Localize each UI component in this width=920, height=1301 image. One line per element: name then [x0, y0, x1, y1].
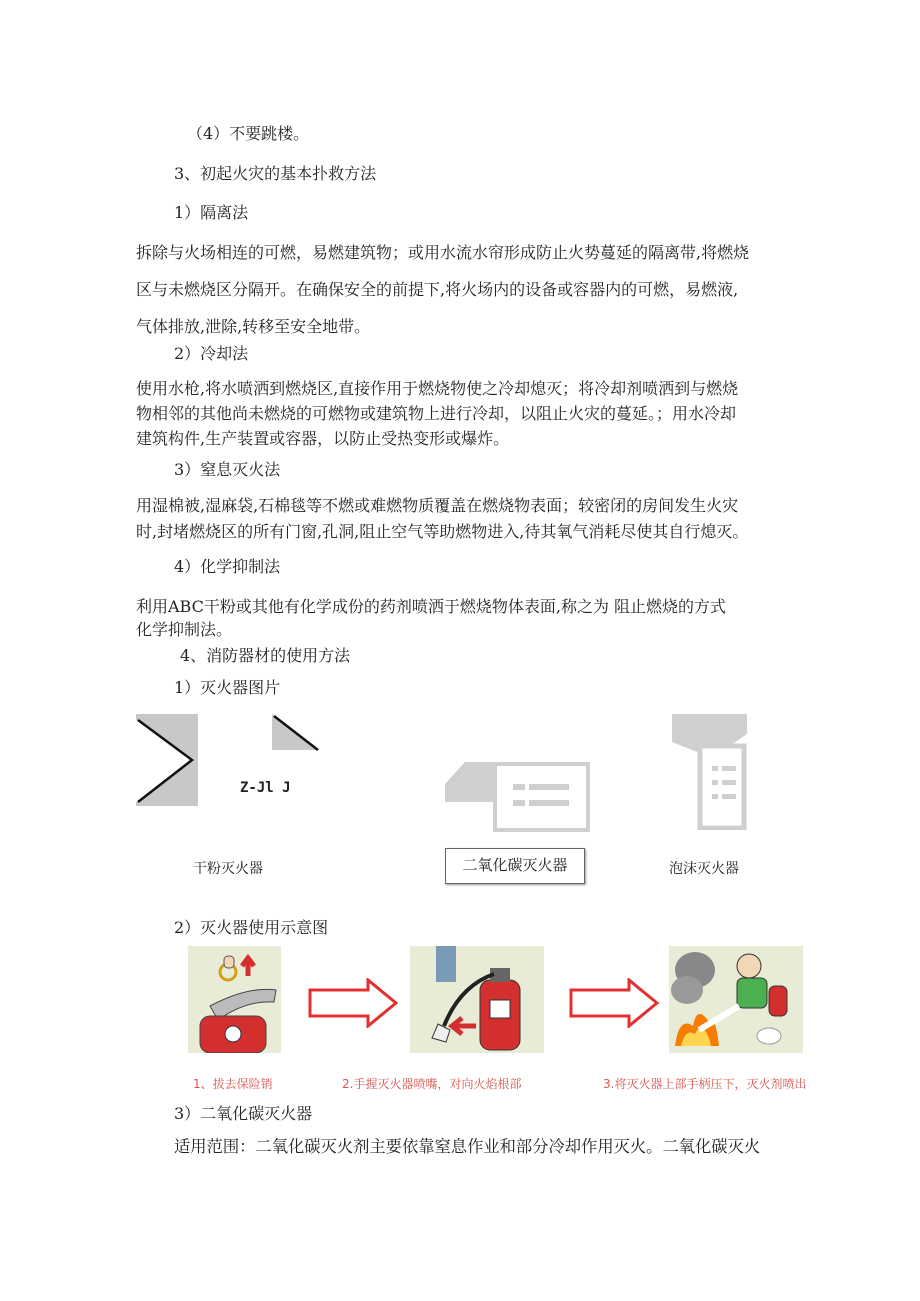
text-line: 建筑构件,生产装置或容器，以防止受热变形或爆炸。 [136, 429, 510, 448]
step2-hold-nozzle-image [410, 946, 544, 1053]
heading-section-4: 4、消防器材的使用方法 [180, 646, 351, 665]
label-co2: 二氧化碳灭火器 [445, 848, 585, 884]
heading-smother: 3）窒息灭火法 [174, 460, 281, 479]
paragraph-isolation [136, 234, 796, 345]
paragraph-chemical [136, 595, 796, 641]
step1-pull-pin-image [188, 946, 281, 1053]
heading-extinguisher-pictures: 1）灭火器图片 [174, 678, 281, 697]
label-dry-powder: 干粉灭火器 [193, 861, 263, 877]
text-line: 拆除与火场相连的可燃，易燃建筑物；或用水流水帘形成防止火势蔓延的隔离带,将燃烧 [136, 243, 750, 262]
text-line: 使用水枪,将水喷洒到燃烧区,直接作用于燃烧物使之冷却熄灭；将冷却剂喷洒到与燃烧 [136, 379, 739, 398]
text-line: 物相邻的其他尚未燃烧的可燃物或建筑物上进行冷却，以阻止火灾的蔓延。；用水冷却 [136, 404, 737, 423]
arrow-right-icon [569, 978, 659, 1028]
text-line: 用湿棉被,湿麻袋,石棉毯等不燃或难燃物质覆盖在燃烧物表面；较密闭的房间发生火灾 [136, 496, 739, 515]
step3-spray-image [669, 946, 803, 1053]
heading-section-3: 3、初起火灾的基本扑救方法 [174, 164, 377, 183]
label-foam: 泡沫灭火器 [669, 861, 739, 877]
text-line: 利用ABC干粉或其他有化学成份的药剂喷洒于燃烧物体表面,称之为 阻止燃烧的方式 [136, 597, 727, 616]
text-line: 区与未燃烧区分隔开。在确保安全的前提下,将火场内的设备或容器内的可燃，易燃液, [136, 280, 739, 299]
text-line: 气体排放,泄除,转移至安全地带。 [136, 317, 371, 336]
text-line: 化学抑制法。 [136, 620, 233, 639]
paragraph-cooling [136, 376, 796, 451]
paragraph-smother [136, 493, 796, 545]
text-line: 时,封堵燃烧区的所有门窗,孔洞,阻止空气等助燃物进入,待其氧气消耗尽使其自行熄灭。 [136, 522, 749, 541]
step2-caption: 2.手握灭火器喷嘴，对向火焰根部 [342, 1077, 522, 1091]
co2-extinguisher-image [445, 762, 590, 832]
arrow-right-icon [308, 978, 398, 1028]
heading-co2-extinguisher: 3）二氧化碳灭火器 [174, 1104, 313, 1123]
step1-caption: 1、拔去保险销 [193, 1077, 273, 1091]
paragraph-co2-scope: 适用范围：二氧化碳灭火剂主要依靠窒息作业和部分冷却作用灭火。二氧化碳灭火 [174, 1137, 761, 1156]
dry-powder-image-fragment [272, 714, 322, 752]
foam-extinguisher-image [672, 714, 747, 830]
heading-chemical: 4）化学抑制法 [174, 557, 281, 576]
step3-caption: 3.将灭火器上部手柄压下，灭火剂喷出 [603, 1077, 807, 1091]
heading-no-jump: （4）不要跳楼。 [187, 124, 310, 143]
heading-isolation: 1）隔离法 [174, 203, 249, 222]
garbled-caption: Z-Jl J [240, 780, 291, 796]
dry-powder-image [136, 714, 198, 806]
heading-usage-diagram: 2）灭火器使用示意图 [174, 918, 329, 937]
heading-cooling: 2）冷却法 [174, 344, 249, 363]
